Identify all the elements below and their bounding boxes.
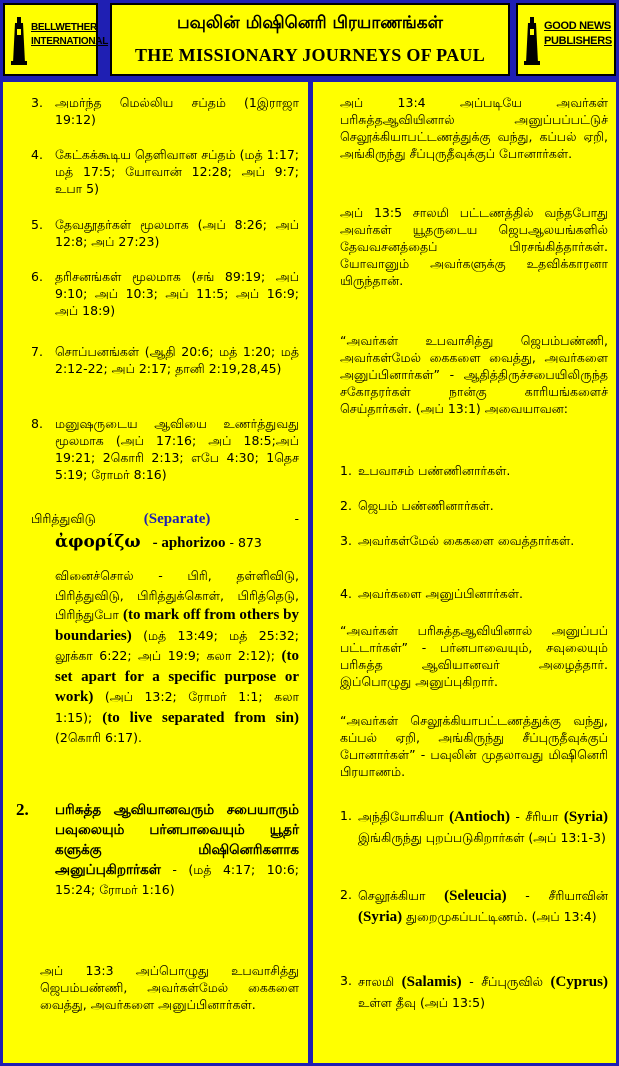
quote-fasting: “அவர்கள் உபவாசித்து ஜெபம்பண்ணி, அவர்கள்மேல் கைகளை வைத்து, அவர்களை அனுப்பினார்கள்” - ஆதித்திருச்சபையிலிருந்த சகோதரர்கள் நான்கு காரியங்களைச் செய்தார்கள். (அப் 13:1) அவையாவன: [340, 333, 608, 416]
list-number: 8. [31, 416, 43, 431]
list-item: மனுஷருடைய ஆவியை உணர்த்துவது மூலமாக (அப் 17:16; அப் 18:5;அப் 19:21; 2கொரி 2:13; எபே 4:30; 1தெச 5:19; ரோமர் 8:16) [55, 416, 299, 482]
acts-13-4: அப் 13:4 அப்படியே அவர்கள் பரிசுத்தஆவியினால் அனுப்பப்பட்டுச் செலூக்கியாபட்டணத்துக்கு வந்து, கப்பல் ஏறி, அங்கிருந்து சீப்புருதீவுக்குப் போனார்கள். [340, 95, 608, 161]
place-seleucia: செலூக்கியா (Seleucia) - சீரியாவின் (Syria) துறைமுகப்பட்டிணம். (அப் 13:4) [358, 888, 608, 925]
right-column [313, 82, 616, 1063]
list-item: சொப்பனங்கள் (ஆதி 20:6; மத் 1:20; மத் 2:12-22; அப் 2:17; தானி 2:19,28,45) [55, 344, 299, 376]
place-antioch: அந்தியோகியா (Antioch) - சீரியா (Syria) இங்கிருந்து புறப்படுகிறார்கள் (அப் 13:1-3) [358, 809, 609, 845]
list-item: அவர்களை அனுப்பினார்கள். [358, 586, 523, 601]
list-number: 2. [340, 498, 352, 513]
bell-tower-icon [11, 17, 27, 65]
good-news-logo-box [516, 3, 616, 76]
verb-definition: வினைச்சொல் - பிரி, தள்ளிவிடு, பிரித்துவிடு, பிரித்துக்கொள், பிரித்தெடு, பிரிந்துபோ (to mark off from others by boundaries) (மத் 13:49; மத் 25:32; லூக்கா 6:22; அப் 19:9; கலா 2:12); (to set apart for a specific purpose or work) (அப் 13:2; ரோமர் 1:1; கலா 1:15); (to live separated from sin) (2கொரி 6:17). [55, 568, 299, 745]
acts-13-3: அப் 13:3 அப்பொழுது உபவாசித்து ஜெபம்பண்ணி, அவர்கள்மேல் கைகளை வைத்து, அவர்களை அனுப்பினார்கள். [40, 963, 299, 1012]
list-number: 5. [31, 217, 43, 232]
list-number: 1. [340, 808, 352, 823]
left-column [3, 82, 308, 1063]
page-title-english: THE MISSIONARY JOURNEYS OF PAUL [134, 45, 486, 65]
list-number: 7. [31, 344, 43, 359]
list-item: கேட்கக்கூடிய தெளிவான சப்தம் (மத் 1:17; மத் 17:5; யோவான் 12:28; அப் 9:7; உபா 5) [55, 147, 299, 196]
place-salamis: சாலமி (Salamis) - சீப்புருவில் (Cyprus) உள்ள தீவு (அப் 13:5) [358, 974, 608, 1010]
page-header [110, 3, 510, 76]
point-number: 2. [16, 800, 29, 819]
quote-sent: “அவர்கள் பரிசுத்தஆவியினால் அனுப்பப் பட்டார்கள்” - பர்னபாவையும், சவுலையும் பரிசுத்த ஆவியானவர் அழைத்தார். இப்பொழுது அனுப்புகிறார். [340, 623, 608, 689]
greek-word: ἀφορίζω - aphorizoo - 873 [55, 532, 262, 552]
bellwether-logo-text: BELLWETHER INTERNATIONAL [31, 22, 109, 47]
separate-heading: பிரித்துவிடு (Separate) - [31, 511, 299, 527]
list-number: 4. [340, 586, 352, 601]
list-number: 2. [340, 887, 352, 902]
list-item: அவர்கள்மேல் கைகளை வைத்தார்கள். [358, 533, 575, 548]
list-item: அமர்ந்த மெல்லிய சப்தம் (1இராஜா 19:12) [55, 95, 299, 127]
list-number: 3. [31, 95, 43, 110]
list-number: 4. [31, 147, 43, 162]
list-item: ஜெபம் பண்ணினார்கள். [358, 498, 494, 513]
point-two: பரிசுத்த ஆவியானவரும் சபையாரும் பவுலையும் பர்னபாவையும் யூதர் களுக்கு மிஷினெரிகளாக அனுப்புகிறார்கள் - (மத் 4:17; 10:6; 15:24; ரோமர் 1:16) [55, 802, 299, 897]
page-title-tamil: பவுலின் மிஷினெரி பிரயாணங்கள் [177, 13, 443, 33]
list-number: 3. [340, 533, 352, 548]
list-item: உபவாசம் பண்ணினார்கள். [358, 463, 511, 478]
good-news-logo-text: GOOD NEWS PUBLISHERS [544, 20, 612, 47]
list-number: 6. [31, 269, 43, 284]
bellwether-logo-box [3, 3, 109, 76]
list-number: 1. [340, 463, 352, 478]
acts-13-5: அப் 13:5 சாலமி பட்டணத்தில் வந்தபோது அவர்கள் யூதருடைய ஜெபஆலயங்களில் தேவவசனத்தைப் பிரசங்கித்தார்கள். யோவானும் அவர்களுக்கு உதவிக்காரனா யிருந்தான். [340, 205, 608, 288]
list-number: 3. [340, 973, 352, 988]
list-item: தரிசனங்கள் மூலமாக (சங் 89:19; அப் 9:10; அப் 10:3; அப் 11:5; அப் 16:9; அப் 18:9) [55, 269, 299, 318]
bell-tower-icon [524, 17, 540, 65]
list-item: தேவதூதர்கள் மூலமாக (அப் 8:26; அப் 12:8; அப் 27:23) [55, 217, 299, 249]
quote-journey: “அவர்கள் செலூக்கியாபட்டணத்துக்கு வந்து, கப்பல் ஏறி, அங்கிருந்து சீப்புருதீவுக்குப் போனார்கள்” - பவுலின் முதலாவது மிஷினெரி பிரயாணம். [340, 713, 608, 779]
